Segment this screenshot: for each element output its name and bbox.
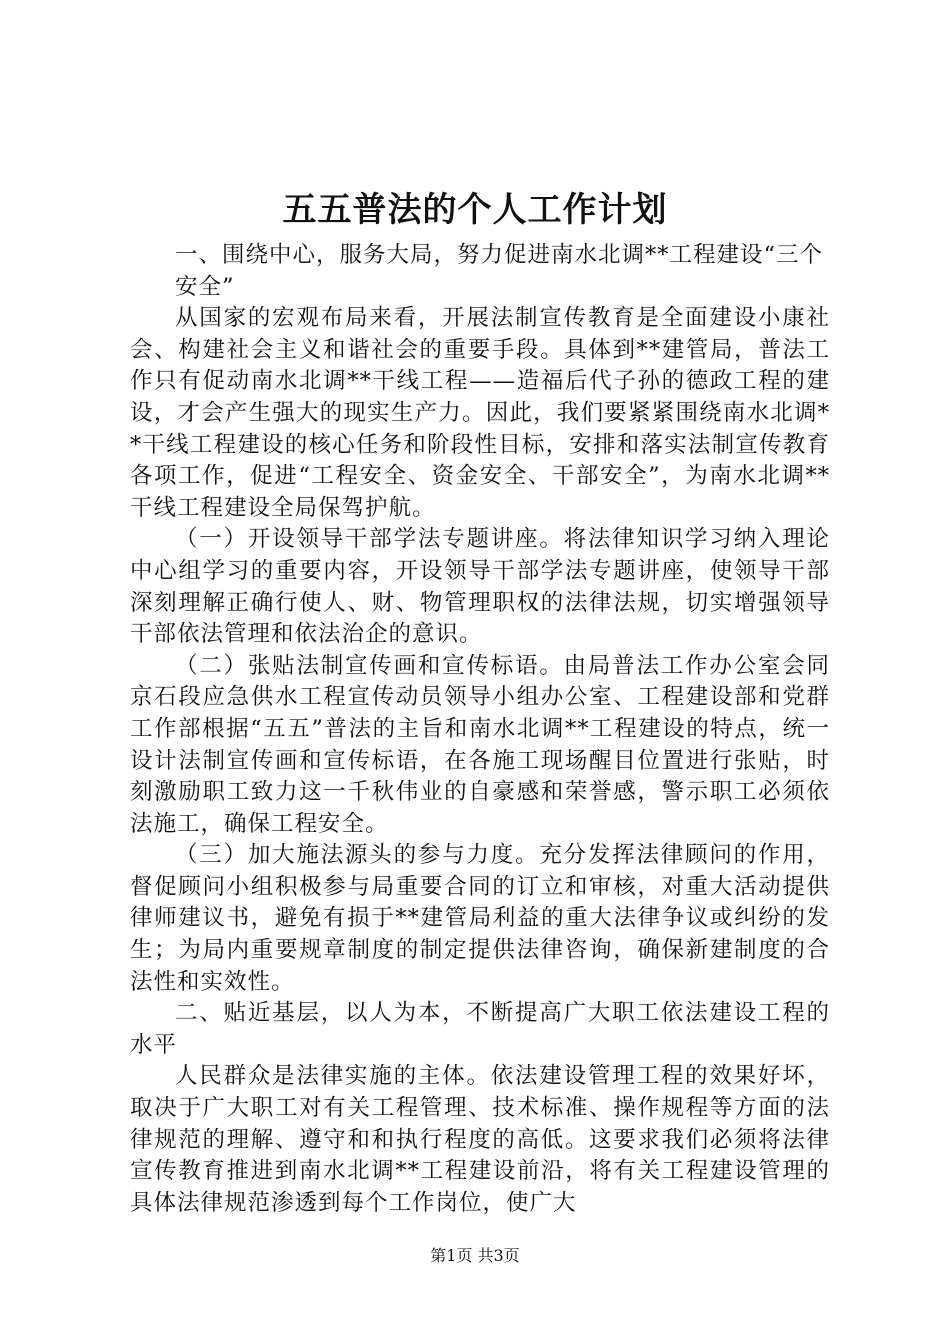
paragraph: 从国家的宏观布局来看，开展法制宣传教育是全面建设小康社会、构建社会主义和谐社会的重要手段。具体到**建管局，普法工作只有促动南水北调**干线工程——造福后代子孙的德政工程的建设，才会产生强大的现实生产力。因此，我们要紧紧围绕南水北调**干线工程建设的核心任务和阶段性目标，安排和落实法制宣传教育各项工作，促进“工程安全、资金安全、干部安全”，为南水北调**干线工程建设全局保驾护航。 — [130, 305, 830, 521]
paragraph: 人民群众是法律实施的主体。依法建设管理工程的效果好坏，取决于广大职工对有关工程管理、技术标准、操作规程等方面的法律规范的理解、遵守和和执行程度的高低。这要求我们必须将法律宣传教育推进到南水北调**工程建设前沿，将有关工程建设管理的具体法律规范渗透到每个工作岗位，使广大 — [130, 1063, 830, 1216]
section-heading-1: 一、围绕中心，服务大局，努力促进南水北调**工程建设“三个安全” — [175, 242, 824, 300]
document-title: 五五普法的个人工作计划 — [282, 190, 668, 230]
page-number-footer: 第1页 共3页 — [430, 1246, 520, 1265]
paragraph: （二）张贴法制宣传画和宣传标语。由局普法工作办公室会同京石段应急供水工程宣传动员领导小组办公室、工程建设部和党群工作部根据“五五”普法的主旨和南水北调**工程建设的特点，统一设计法制宣传画和宣传标语，在各施工现场醒目位置进行张贴，时刻激励职工致力这一千秋伟业的自豪感和荣誉感，警示职工必须依法施工，确保工程安全。 — [130, 652, 830, 837]
document-body — [130, 240, 830, 1219]
paragraph: （三）加大施法源头的参与力度。充分发挥法律顾问的作用，督促顾问小组积极参与局重要合同的订立和审核，对重大活动提供律师建议书，避免有损于**建管局利益的重大法律争议或纠纷的发生；为局内重要规章制度的制定提供法律咨询，确保新建制度的合法性和实效性。 — [130, 842, 830, 995]
paragraph: （一）开设领导干部学法专题讲座。将法律知识学习纳入理论中心组学习的重要内容，开设领导干部学法专题讲座，使领导干部深刻理解正确行使人、财、物管理职权的法律法规，切实增强领导干部依法管理和依法治企的意识。 — [130, 526, 830, 648]
section-heading-2: 二、贴近基层，以人为本，不断提高广大职工依法建设工程的水平 — [130, 1000, 830, 1058]
